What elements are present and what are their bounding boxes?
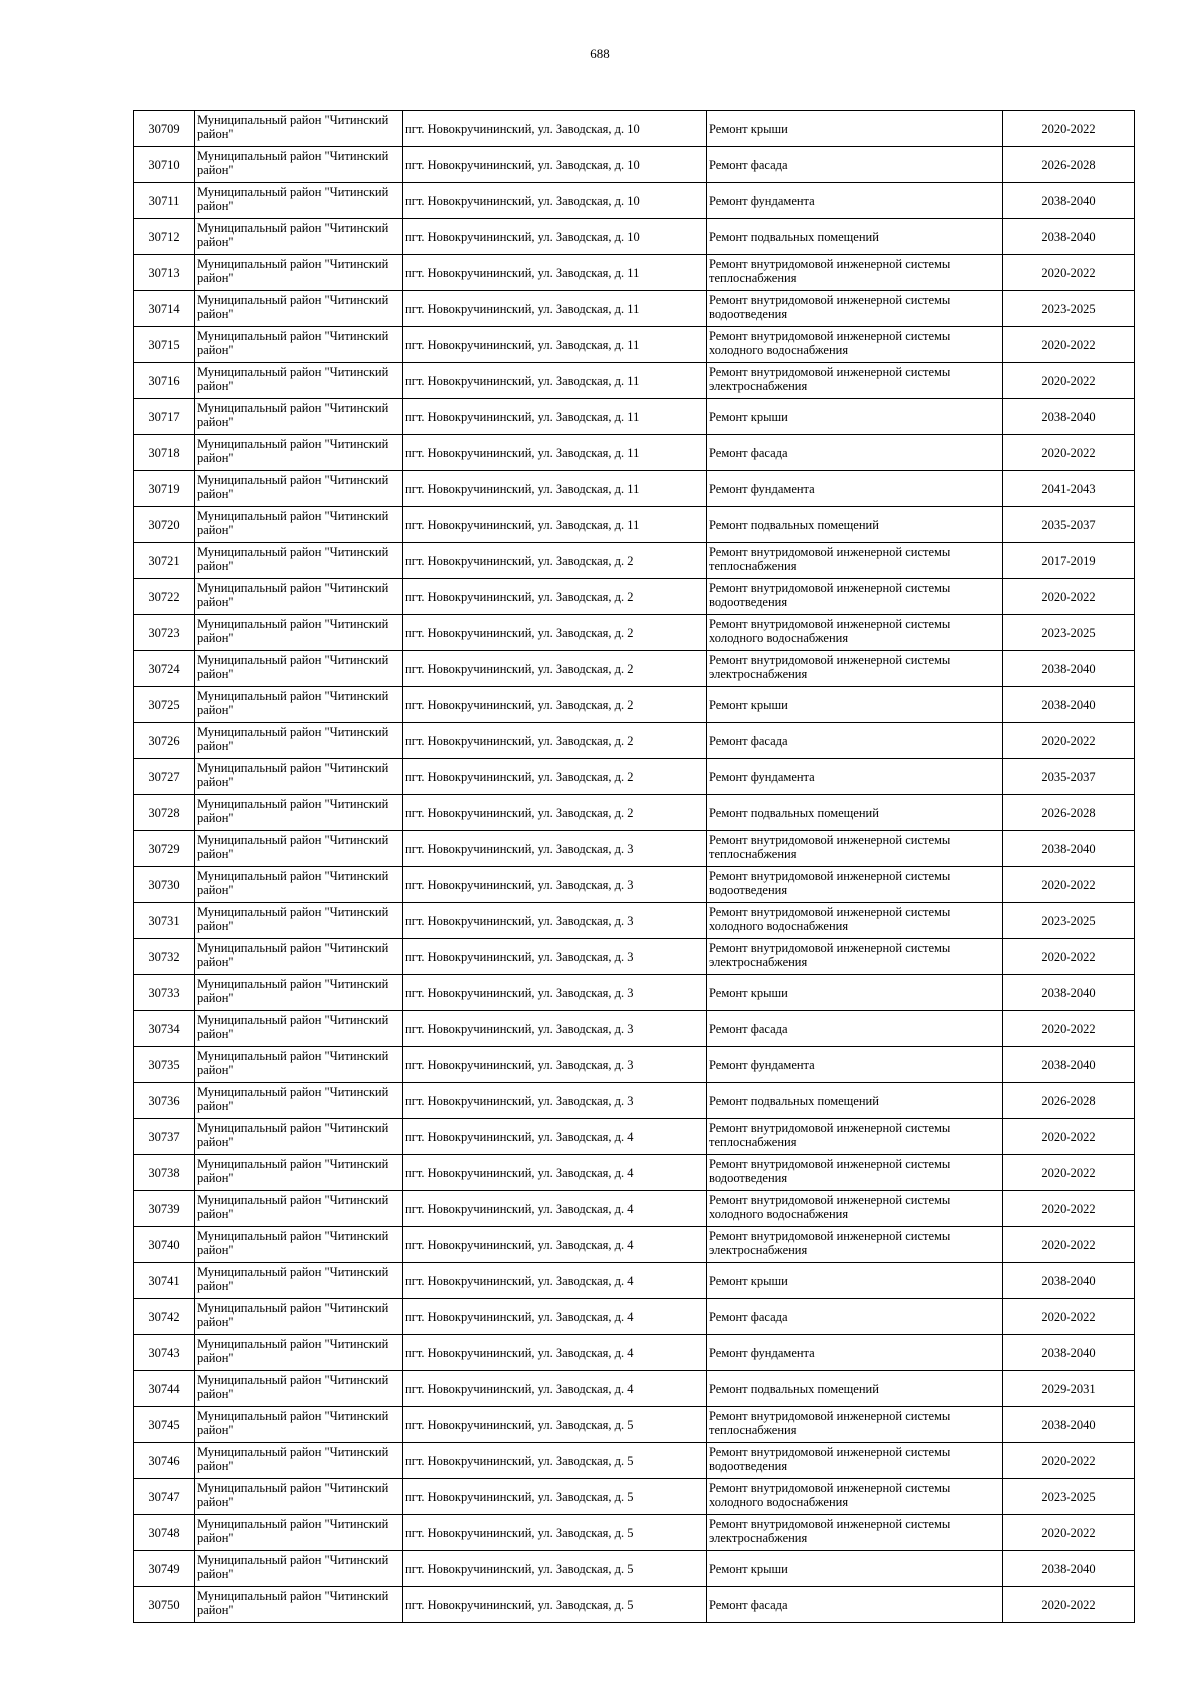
table-row bbox=[134, 687, 1135, 723]
district-cell: Муниципальный район "Читинский район" bbox=[195, 435, 403, 471]
work-type-cell: Ремонт внутридомовой инженерной системы водоотведения bbox=[707, 1155, 1003, 1191]
record-number-cell: 30742 bbox=[134, 1299, 195, 1335]
record-number-cell: 30717 bbox=[134, 399, 195, 435]
work-type-cell: Ремонт внутридомовой инженерной системы водоотведения bbox=[707, 1443, 1003, 1479]
district-cell: Муниципальный район "Читинский район" bbox=[195, 687, 403, 723]
district-cell: Муниципальный район "Читинский район" bbox=[195, 651, 403, 687]
table-row bbox=[134, 795, 1135, 831]
record-number-cell: 30728 bbox=[134, 795, 195, 831]
table-row bbox=[134, 831, 1135, 867]
district-cell: Муниципальный район "Читинский район" bbox=[195, 867, 403, 903]
district-cell: Муниципальный район "Читинский район" bbox=[195, 1299, 403, 1335]
record-number-cell: 30734 bbox=[134, 1011, 195, 1047]
record-number-cell: 30731 bbox=[134, 903, 195, 939]
period-cell: 2029-2031 bbox=[1003, 1371, 1135, 1407]
address-cell: пгт. Новокручининский, ул. Заводская, д. 10 bbox=[403, 219, 707, 255]
work-type-cell: Ремонт фундамента bbox=[707, 1335, 1003, 1371]
table-row bbox=[134, 471, 1135, 507]
table-row bbox=[134, 111, 1135, 147]
district-cell: Муниципальный район "Читинский район" bbox=[195, 219, 403, 255]
work-type-cell: Ремонт крыши bbox=[707, 1551, 1003, 1587]
work-type-cell: Ремонт внутридомовой инженерной системы электроснабжения bbox=[707, 1515, 1003, 1551]
record-number-cell: 30720 bbox=[134, 507, 195, 543]
table-row bbox=[134, 1047, 1135, 1083]
record-number-cell: 30726 bbox=[134, 723, 195, 759]
address-cell: пгт. Новокручининский, ул. Заводская, д. 2 bbox=[403, 615, 707, 651]
record-number-cell: 30741 bbox=[134, 1263, 195, 1299]
work-type-cell: Ремонт подвальных помещений bbox=[707, 219, 1003, 255]
table-row bbox=[134, 1299, 1135, 1335]
table-row bbox=[134, 1515, 1135, 1551]
table-row bbox=[134, 1263, 1135, 1299]
record-number-cell: 30738 bbox=[134, 1155, 195, 1191]
period-cell: 2026-2028 bbox=[1003, 795, 1135, 831]
work-type-cell: Ремонт подвальных помещений bbox=[707, 795, 1003, 831]
district-cell: Муниципальный район "Читинский район" bbox=[195, 111, 403, 147]
period-cell: 2020-2022 bbox=[1003, 327, 1135, 363]
work-type-cell: Ремонт крыши bbox=[707, 399, 1003, 435]
district-cell: Муниципальный район "Читинский район" bbox=[195, 1263, 403, 1299]
record-number-cell: 30740 bbox=[134, 1227, 195, 1263]
work-type-cell: Ремонт внутридомовой инженерной системы водоотведения bbox=[707, 867, 1003, 903]
period-cell: 2038-2040 bbox=[1003, 183, 1135, 219]
record-number-cell: 30748 bbox=[134, 1515, 195, 1551]
district-cell: Муниципальный район "Читинский район" bbox=[195, 1551, 403, 1587]
record-number-cell: 30722 bbox=[134, 579, 195, 615]
period-cell: 2038-2040 bbox=[1003, 1551, 1135, 1587]
period-cell: 2017-2019 bbox=[1003, 543, 1135, 579]
address-cell: пгт. Новокручининский, ул. Заводская, д. 11 bbox=[403, 507, 707, 543]
work-type-cell: Ремонт внутридомовой инженерной системы теплоснабжения bbox=[707, 831, 1003, 867]
work-type-cell: Ремонт внутридомовой инженерной системы теплоснабжения bbox=[707, 255, 1003, 291]
period-cell: 2020-2022 bbox=[1003, 435, 1135, 471]
district-cell: Муниципальный район "Читинский район" bbox=[195, 903, 403, 939]
address-cell: пгт. Новокручининский, ул. Заводская, д. 11 bbox=[403, 255, 707, 291]
address-cell: пгт. Новокручининский, ул. Заводская, д. 4 bbox=[403, 1263, 707, 1299]
work-type-cell: Ремонт крыши bbox=[707, 111, 1003, 147]
district-cell: Муниципальный район "Читинский район" bbox=[195, 579, 403, 615]
work-type-cell: Ремонт внутридомовой инженерной системы теплоснабжения bbox=[707, 543, 1003, 579]
record-number-cell: 30710 bbox=[134, 147, 195, 183]
work-type-cell: Ремонт фасада bbox=[707, 435, 1003, 471]
district-cell: Муниципальный район "Читинский район" bbox=[195, 759, 403, 795]
table-row bbox=[134, 1119, 1135, 1155]
period-cell: 2038-2040 bbox=[1003, 687, 1135, 723]
address-cell: пгт. Новокручининский, ул. Заводская, д. 11 bbox=[403, 399, 707, 435]
record-number-cell: 30735 bbox=[134, 1047, 195, 1083]
district-cell: Муниципальный район "Читинский район" bbox=[195, 1083, 403, 1119]
district-cell: Муниципальный район "Читинский район" bbox=[195, 939, 403, 975]
period-cell: 2023-2025 bbox=[1003, 903, 1135, 939]
address-cell: пгт. Новокручининский, ул. Заводская, д. 11 bbox=[403, 363, 707, 399]
address-cell: пгт. Новокручининский, ул. Заводская, д. 3 bbox=[403, 975, 707, 1011]
period-cell: 2020-2022 bbox=[1003, 1119, 1135, 1155]
district-cell: Муниципальный район "Читинский район" bbox=[195, 1371, 403, 1407]
table-row bbox=[134, 759, 1135, 795]
work-type-cell: Ремонт фундамента bbox=[707, 1047, 1003, 1083]
record-number-cell: 30711 bbox=[134, 183, 195, 219]
table-row bbox=[134, 363, 1135, 399]
work-type-cell: Ремонт внутридомовой инженерной системы электроснабжения bbox=[707, 651, 1003, 687]
work-type-cell: Ремонт фасада bbox=[707, 1011, 1003, 1047]
period-cell: 2020-2022 bbox=[1003, 1515, 1135, 1551]
district-cell: Муниципальный район "Читинский район" bbox=[195, 147, 403, 183]
district-cell: Муниципальный район "Читинский район" bbox=[195, 1155, 403, 1191]
work-type-cell: Ремонт крыши bbox=[707, 975, 1003, 1011]
address-cell: пгт. Новокручининский, ул. Заводская, д. 3 bbox=[403, 867, 707, 903]
district-cell: Муниципальный район "Читинский район" bbox=[195, 975, 403, 1011]
table-body bbox=[134, 111, 1135, 1623]
work-type-cell: Ремонт внутридомовой инженерной системы водоотведения bbox=[707, 579, 1003, 615]
record-number-cell: 30743 bbox=[134, 1335, 195, 1371]
period-cell: 2023-2025 bbox=[1003, 1479, 1135, 1515]
period-cell: 2020-2022 bbox=[1003, 723, 1135, 759]
address-cell: пгт. Новокручининский, ул. Заводская, д. 2 bbox=[403, 759, 707, 795]
period-cell: 2038-2040 bbox=[1003, 219, 1135, 255]
record-number-cell: 30725 bbox=[134, 687, 195, 723]
period-cell: 2020-2022 bbox=[1003, 111, 1135, 147]
address-cell: пгт. Новокручининский, ул. Заводская, д. 4 bbox=[403, 1119, 707, 1155]
period-cell: 2038-2040 bbox=[1003, 975, 1135, 1011]
address-cell: пгт. Новокручининский, ул. Заводская, д. 11 bbox=[403, 435, 707, 471]
work-type-cell: Ремонт фундамента bbox=[707, 759, 1003, 795]
record-number-cell: 30727 bbox=[134, 759, 195, 795]
record-number-cell: 30718 bbox=[134, 435, 195, 471]
table-row bbox=[134, 147, 1135, 183]
district-cell: Муниципальный район "Читинский район" bbox=[195, 543, 403, 579]
table-row bbox=[134, 1479, 1135, 1515]
address-cell: пгт. Новокручининский, ул. Заводская, д. 11 bbox=[403, 291, 707, 327]
table-row bbox=[134, 1587, 1135, 1623]
period-cell: 2023-2025 bbox=[1003, 291, 1135, 327]
period-cell: 2035-2037 bbox=[1003, 759, 1135, 795]
table-row bbox=[134, 1227, 1135, 1263]
table-row bbox=[134, 1011, 1135, 1047]
work-type-cell: Ремонт внутридомовой инженерной системы водоотведения bbox=[707, 291, 1003, 327]
table-row bbox=[134, 651, 1135, 687]
district-cell: Муниципальный район "Читинский район" bbox=[195, 1227, 403, 1263]
address-cell: пгт. Новокручининский, ул. Заводская, д. 5 bbox=[403, 1407, 707, 1443]
work-type-cell: Ремонт внутридомовой инженерной системы электроснабжения bbox=[707, 363, 1003, 399]
repair-schedule-table bbox=[133, 110, 1135, 1623]
record-number-cell: 30715 bbox=[134, 327, 195, 363]
period-cell: 2038-2040 bbox=[1003, 1335, 1135, 1371]
record-number-cell: 30709 bbox=[134, 111, 195, 147]
table-row bbox=[134, 867, 1135, 903]
period-cell: 2020-2022 bbox=[1003, 363, 1135, 399]
work-type-cell: Ремонт фасада bbox=[707, 1587, 1003, 1623]
address-cell: пгт. Новокручининский, ул. Заводская, д. 5 bbox=[403, 1587, 707, 1623]
address-cell: пгт. Новокручининский, ул. Заводская, д. 3 bbox=[403, 939, 707, 975]
table-row bbox=[134, 219, 1135, 255]
record-number-cell: 30745 bbox=[134, 1407, 195, 1443]
period-cell: 2020-2022 bbox=[1003, 1443, 1135, 1479]
table-row bbox=[134, 543, 1135, 579]
record-number-cell: 30733 bbox=[134, 975, 195, 1011]
record-number-cell: 30716 bbox=[134, 363, 195, 399]
address-cell: пгт. Новокручининский, ул. Заводская, д. 5 bbox=[403, 1443, 707, 1479]
address-cell: пгт. Новокручининский, ул. Заводская, д. 2 bbox=[403, 579, 707, 615]
record-number-cell: 30723 bbox=[134, 615, 195, 651]
address-cell: пгт. Новокручининский, ул. Заводская, д. 10 bbox=[403, 183, 707, 219]
period-cell: 2020-2022 bbox=[1003, 255, 1135, 291]
address-cell: пгт. Новокручининский, ул. Заводская, д. 2 bbox=[403, 723, 707, 759]
table-row bbox=[134, 615, 1135, 651]
table-row bbox=[134, 255, 1135, 291]
district-cell: Муниципальный район "Читинский район" bbox=[195, 255, 403, 291]
district-cell: Муниципальный район "Читинский район" bbox=[195, 1335, 403, 1371]
period-cell: 2026-2028 bbox=[1003, 1083, 1135, 1119]
district-cell: Муниципальный район "Читинский район" bbox=[195, 615, 403, 651]
record-number-cell: 30737 bbox=[134, 1119, 195, 1155]
district-cell: Муниципальный район "Читинский район" bbox=[195, 363, 403, 399]
work-type-cell: Ремонт подвальных помещений bbox=[707, 1083, 1003, 1119]
table-row bbox=[134, 435, 1135, 471]
district-cell: Муниципальный район "Читинский район" bbox=[195, 471, 403, 507]
address-cell: пгт. Новокручининский, ул. Заводская, д. 4 bbox=[403, 1155, 707, 1191]
address-cell: пгт. Новокручининский, ул. Заводская, д. 4 bbox=[403, 1371, 707, 1407]
period-cell: 2020-2022 bbox=[1003, 1227, 1135, 1263]
record-number-cell: 30713 bbox=[134, 255, 195, 291]
table-row bbox=[134, 1407, 1135, 1443]
address-cell: пгт. Новокручининский, ул. Заводская, д. 2 bbox=[403, 651, 707, 687]
district-cell: Муниципальный район "Читинский район" bbox=[195, 723, 403, 759]
district-cell: Муниципальный район "Читинский район" bbox=[195, 1407, 403, 1443]
period-cell: 2038-2040 bbox=[1003, 831, 1135, 867]
address-cell: пгт. Новокручининский, ул. Заводская, д. 5 bbox=[403, 1515, 707, 1551]
record-number-cell: 30747 bbox=[134, 1479, 195, 1515]
address-cell: пгт. Новокручининский, ул. Заводская, д. 3 bbox=[403, 831, 707, 867]
address-cell: пгт. Новокручининский, ул. Заводская, д. 3 bbox=[403, 1011, 707, 1047]
address-cell: пгт. Новокручининский, ул. Заводская, д. 2 bbox=[403, 687, 707, 723]
address-cell: пгт. Новокручининский, ул. Заводская, д. 2 bbox=[403, 795, 707, 831]
district-cell: Муниципальный район "Читинский район" bbox=[195, 1119, 403, 1155]
district-cell: Муниципальный район "Читинский район" bbox=[195, 291, 403, 327]
work-type-cell: Ремонт подвальных помещений bbox=[707, 1371, 1003, 1407]
address-cell: пгт. Новокручининский, ул. Заводская, д. 4 bbox=[403, 1335, 707, 1371]
table-row bbox=[134, 507, 1135, 543]
record-number-cell: 30712 bbox=[134, 219, 195, 255]
work-type-cell: Ремонт фасада bbox=[707, 147, 1003, 183]
address-cell: пгт. Новокручининский, ул. Заводская, д. 4 bbox=[403, 1191, 707, 1227]
record-number-cell: 30724 bbox=[134, 651, 195, 687]
period-cell: 2020-2022 bbox=[1003, 1155, 1135, 1191]
work-type-cell: Ремонт внутридомовой инженерной системы холодного водоснабжения bbox=[707, 327, 1003, 363]
work-type-cell: Ремонт внутридомовой инженерной системы электроснабжения bbox=[707, 939, 1003, 975]
work-type-cell: Ремонт внутридомовой инженерной системы холодного водоснабжения bbox=[707, 903, 1003, 939]
period-cell: 2038-2040 bbox=[1003, 651, 1135, 687]
record-number-cell: 30746 bbox=[134, 1443, 195, 1479]
address-cell: пгт. Новокручининский, ул. Заводская, д. 11 bbox=[403, 471, 707, 507]
address-cell: пгт. Новокручининский, ул. Заводская, д. 3 bbox=[403, 1083, 707, 1119]
work-type-cell: Ремонт внутридомовой инженерной системы холодного водоснабжения bbox=[707, 615, 1003, 651]
district-cell: Муниципальный район "Читинский район" bbox=[195, 1587, 403, 1623]
district-cell: Муниципальный район "Читинский район" bbox=[195, 1011, 403, 1047]
table-row bbox=[134, 579, 1135, 615]
period-cell: 2020-2022 bbox=[1003, 1299, 1135, 1335]
period-cell: 2020-2022 bbox=[1003, 867, 1135, 903]
district-cell: Муниципальный район "Читинский район" bbox=[195, 507, 403, 543]
address-cell: пгт. Новокручининский, ул. Заводская, д. 3 bbox=[403, 903, 707, 939]
period-cell: 2038-2040 bbox=[1003, 399, 1135, 435]
table-row bbox=[134, 1191, 1135, 1227]
table-row bbox=[134, 903, 1135, 939]
district-cell: Муниципальный район "Читинский район" bbox=[195, 1479, 403, 1515]
address-cell: пгт. Новокручининский, ул. Заводская, д. 4 bbox=[403, 1299, 707, 1335]
period-cell: 2020-2022 bbox=[1003, 939, 1135, 975]
district-cell: Муниципальный район "Читинский район" bbox=[195, 1047, 403, 1083]
work-type-cell: Ремонт внутридомовой инженерной системы теплоснабжения bbox=[707, 1119, 1003, 1155]
work-type-cell: Ремонт внутридомовой инженерной системы холодного водоснабжения bbox=[707, 1191, 1003, 1227]
period-cell: 2038-2040 bbox=[1003, 1047, 1135, 1083]
district-cell: Муниципальный район "Читинский район" bbox=[195, 1443, 403, 1479]
page-number: 688 bbox=[590, 46, 610, 61]
table-row bbox=[134, 1551, 1135, 1587]
record-number-cell: 30739 bbox=[134, 1191, 195, 1227]
period-cell: 2020-2022 bbox=[1003, 579, 1135, 615]
period-cell: 2020-2022 bbox=[1003, 1011, 1135, 1047]
address-cell: пгт. Новокручининский, ул. Заводская, д. 2 bbox=[403, 543, 707, 579]
table-row bbox=[134, 1371, 1135, 1407]
record-number-cell: 30744 bbox=[134, 1371, 195, 1407]
district-cell: Муниципальный район "Читинский район" bbox=[195, 831, 403, 867]
table-row bbox=[134, 183, 1135, 219]
work-type-cell: Ремонт подвальных помещений bbox=[707, 507, 1003, 543]
district-cell: Муниципальный район "Читинский район" bbox=[195, 399, 403, 435]
period-cell: 2041-2043 bbox=[1003, 471, 1135, 507]
table-row bbox=[134, 291, 1135, 327]
period-cell: 2038-2040 bbox=[1003, 1263, 1135, 1299]
address-cell: пгт. Новокручининский, ул. Заводская, д. 3 bbox=[403, 1047, 707, 1083]
work-type-cell: Ремонт крыши bbox=[707, 687, 1003, 723]
record-number-cell: 30721 bbox=[134, 543, 195, 579]
work-type-cell: Ремонт внутридомовой инженерной системы электроснабжения bbox=[707, 1227, 1003, 1263]
table-row bbox=[134, 939, 1135, 975]
work-type-cell: Ремонт фундамента bbox=[707, 183, 1003, 219]
address-cell: пгт. Новокручининский, ул. Заводская, д. 4 bbox=[403, 1227, 707, 1263]
table-row bbox=[134, 399, 1135, 435]
work-type-cell: Ремонт внутридомовой инженерной системы холодного водоснабжения bbox=[707, 1479, 1003, 1515]
record-number-cell: 30749 bbox=[134, 1551, 195, 1587]
period-cell: 2038-2040 bbox=[1003, 1407, 1135, 1443]
work-type-cell: Ремонт внутридомовой инженерной системы теплоснабжения bbox=[707, 1407, 1003, 1443]
record-number-cell: 30730 bbox=[134, 867, 195, 903]
district-cell: Муниципальный район "Читинский район" bbox=[195, 1191, 403, 1227]
period-cell: 2020-2022 bbox=[1003, 1191, 1135, 1227]
record-number-cell: 30750 bbox=[134, 1587, 195, 1623]
address-cell: пгт. Новокручининский, ул. Заводская, д. 11 bbox=[403, 327, 707, 363]
record-number-cell: 30714 bbox=[134, 291, 195, 327]
record-number-cell: 30719 bbox=[134, 471, 195, 507]
record-number-cell: 30732 bbox=[134, 939, 195, 975]
table-row bbox=[134, 1083, 1135, 1119]
work-type-cell: Ремонт фасада bbox=[707, 1299, 1003, 1335]
table-row bbox=[134, 723, 1135, 759]
work-type-cell: Ремонт фундамента bbox=[707, 471, 1003, 507]
address-cell: пгт. Новокручининский, ул. Заводская, д. 5 bbox=[403, 1551, 707, 1587]
district-cell: Муниципальный район "Читинский район" bbox=[195, 183, 403, 219]
table-row bbox=[134, 327, 1135, 363]
table-row bbox=[134, 1443, 1135, 1479]
period-cell: 2020-2022 bbox=[1003, 1587, 1135, 1623]
period-cell: 2035-2037 bbox=[1003, 507, 1135, 543]
work-type-cell: Ремонт фасада bbox=[707, 723, 1003, 759]
table-row bbox=[134, 975, 1135, 1011]
address-cell: пгт. Новокручининский, ул. Заводская, д. 10 bbox=[403, 111, 707, 147]
work-type-cell: Ремонт крыши bbox=[707, 1263, 1003, 1299]
period-cell: 2023-2025 bbox=[1003, 615, 1135, 651]
record-number-cell: 30729 bbox=[134, 831, 195, 867]
record-number-cell: 30736 bbox=[134, 1083, 195, 1119]
district-cell: Муниципальный район "Читинский район" bbox=[195, 327, 403, 363]
period-cell: 2026-2028 bbox=[1003, 147, 1135, 183]
district-cell: Муниципальный район "Читинский район" bbox=[195, 795, 403, 831]
table-row bbox=[134, 1155, 1135, 1191]
address-cell: пгт. Новокручининский, ул. Заводская, д. 10 bbox=[403, 147, 707, 183]
table-row bbox=[134, 1335, 1135, 1371]
district-cell: Муниципальный район "Читинский район" bbox=[195, 1515, 403, 1551]
address-cell: пгт. Новокручининский, ул. Заводская, д. 5 bbox=[403, 1479, 707, 1515]
